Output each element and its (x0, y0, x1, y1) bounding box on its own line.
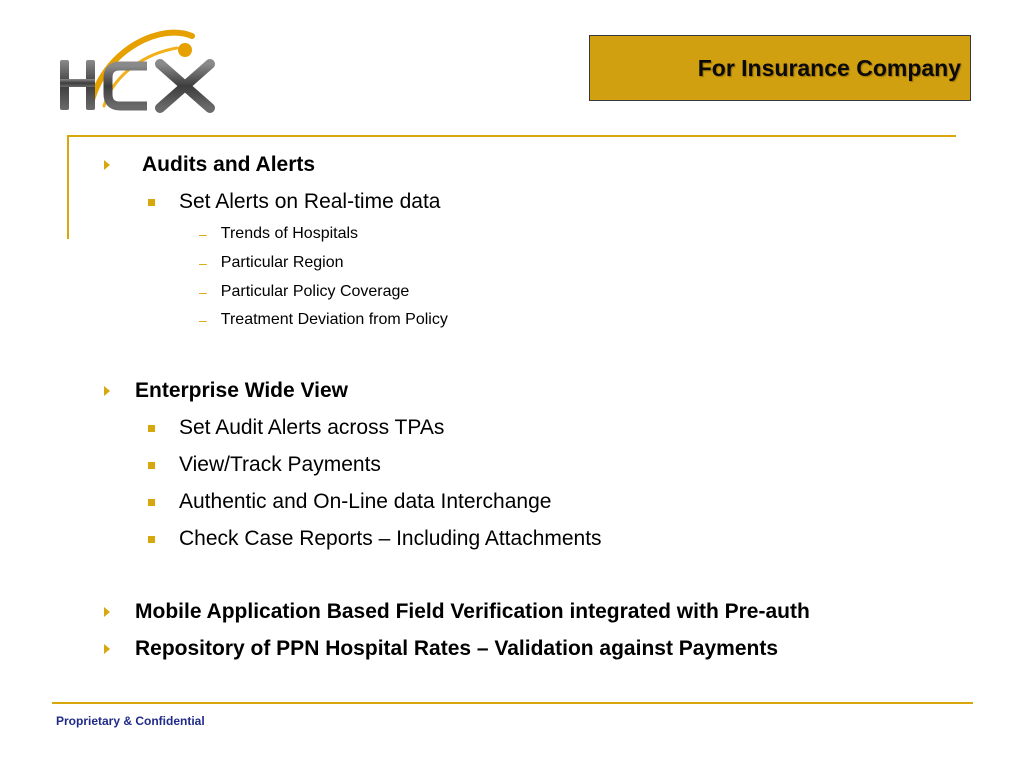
subbullet (148, 453, 381, 477)
bullet-enterprise-view (104, 379, 348, 403)
dash-item-text: Treatment Deviation from Policy (220, 311, 448, 328)
subbullet-text: Set Alerts on Real-time data (179, 190, 441, 213)
subbullet-text: View/Track Payments (179, 453, 381, 476)
arrow-bullet-icon (104, 644, 110, 654)
dash-bullet-icon: – (199, 284, 207, 300)
bottom-divider (52, 702, 973, 704)
subbullet (148, 490, 551, 514)
dash-item (199, 311, 448, 329)
subbullet (148, 416, 444, 440)
square-bullet-icon (148, 425, 155, 432)
dash-item (199, 254, 344, 272)
dash-bullet-icon: – (199, 226, 207, 242)
bullet-text: Audits and Alerts (142, 153, 316, 176)
hcx-logo (52, 18, 217, 123)
left-divider (67, 135, 69, 239)
dash-item-text: Trends of Hospitals (220, 225, 359, 242)
slide-title: For Insurance Company (697, 54, 961, 81)
subbullet (148, 527, 602, 551)
dash-item (199, 225, 358, 243)
dash-item (199, 283, 409, 301)
dash-item-text: Particular Policy Coverage (220, 283, 410, 300)
square-bullet-icon (148, 536, 155, 543)
bullet-ppn-repository (104, 637, 778, 661)
dash-bullet-icon: – (199, 312, 207, 328)
subbullet-text: Set Audit Alerts across TPAs (179, 416, 445, 439)
square-bullet-icon (148, 462, 155, 469)
dash-bullet-icon: – (199, 255, 207, 271)
subbullet-set-alerts (148, 190, 440, 214)
top-divider (67, 135, 956, 137)
bullet-text: Mobile Application Based Field Verification integrated with Pre-auth (135, 600, 810, 623)
dash-item-text: Particular Region (220, 254, 344, 271)
footer-text: Proprietary & Confidential (56, 714, 205, 728)
square-bullet-icon (148, 499, 155, 506)
title-box (589, 35, 971, 101)
arrow-bullet-icon (104, 160, 110, 170)
square-bullet-icon (148, 199, 155, 206)
arrow-bullet-icon (104, 607, 110, 617)
arrow-bullet-icon (104, 386, 110, 396)
subbullet-text: Authentic and On-Line data Interchange (179, 490, 552, 513)
bullet-text: Repository of PPN Hospital Rates – Validation against Payments (135, 637, 779, 660)
subbullet-text: Check Case Reports – Including Attachments (179, 527, 602, 550)
bullet-audits-alerts (104, 153, 315, 177)
bullet-text: Enterprise Wide View (135, 379, 348, 402)
bullet-mobile-app (104, 600, 810, 624)
